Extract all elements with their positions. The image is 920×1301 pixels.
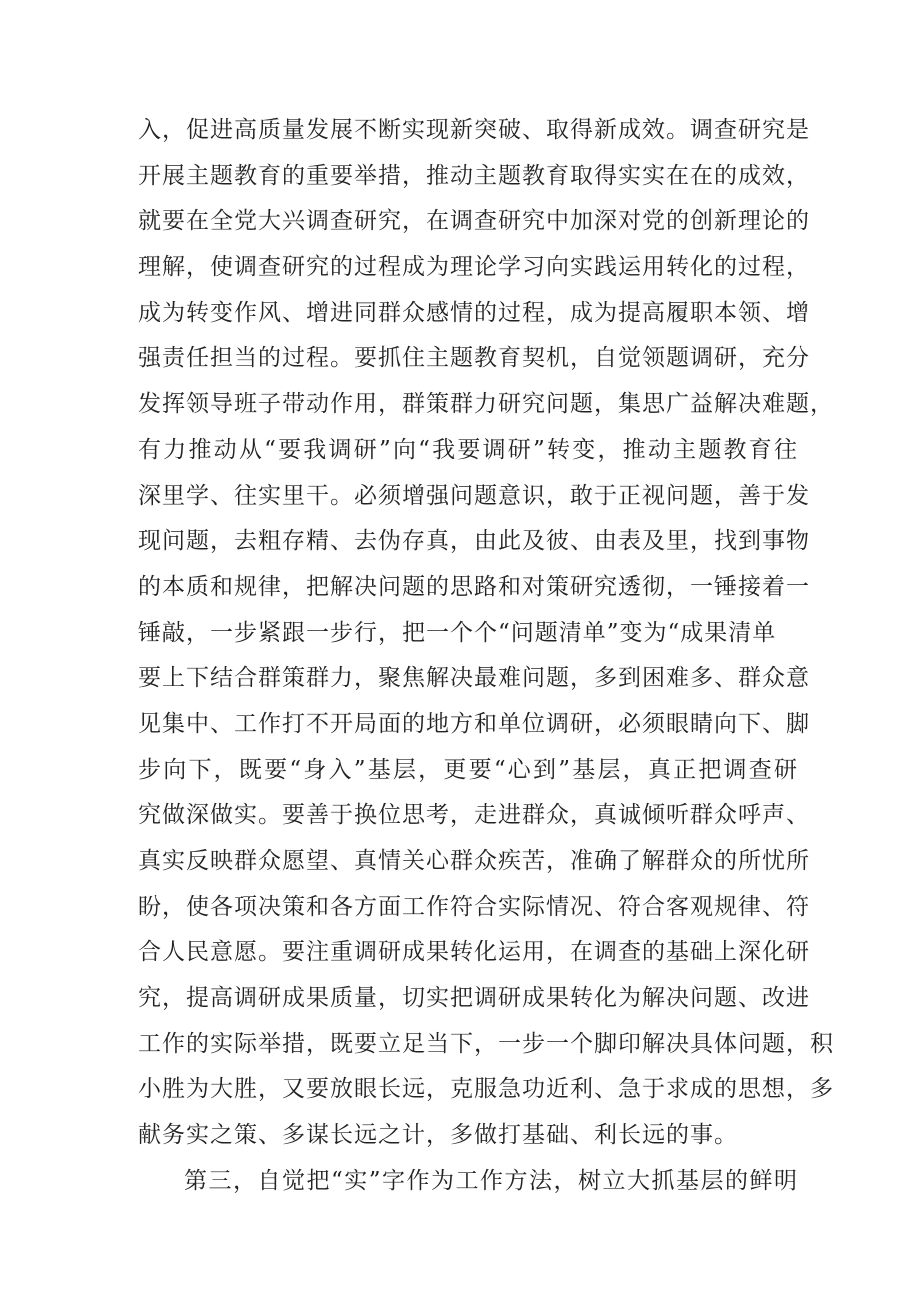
text-line: 的本质和规律，把解决问题的思路和对策研究透彻，一锤接着一 — [138, 573, 810, 600]
text-line: 发挥领导班子带动作用，群策群力研究问题，集思广益解决难题， — [138, 391, 834, 418]
text-line: 见集中、工作打不开局面的地方和单位调研，必须眼睛向下、脚 — [138, 710, 810, 737]
text-line: 理解，使调查研究的过程成为理论学习向实践运用转化的过程， — [138, 254, 810, 281]
text-line: 献务实之策、多谋长远之计，多做打基础、利长远的事。 — [138, 1122, 738, 1149]
text-line: 合人民意愿。要注重调研成果转化运用，在调查的基础上深化研 — [138, 939, 810, 966]
text-line: 小胜为大胜，又要放眼长远，克服急功近利、急于求成的思想，多 — [138, 1076, 834, 1103]
text-line: 有力推动从“要我调研”向“我要调研”转变，推动主题教育往 — [138, 436, 798, 463]
text-line: 锤敲，一步紧跟一步行，把一个个“问题清单”变为“成果清单 — [138, 619, 777, 646]
text-line: 深里学、往实里干。必须增强问题意识，敢于正视问题，善于发 — [138, 482, 810, 509]
text-line: 要上下结合群策群力，聚焦解决最难问题，多到困难多、群众意 — [138, 665, 810, 692]
text-line: 入，促进高质量发展不断实现新突破、取得新成效。调查研究是 — [138, 117, 810, 143]
paragraph-start-line: 第三，自觉把“实”字作为工作方法，树立大抓基层的鲜明 — [184, 1167, 798, 1194]
text-line: 现问题，去粗存精、去伪存真，由此及彼、由表及里，找到事物 — [138, 528, 810, 555]
text-line: 真实反映群众愿望、真情关心群众疾苦，准确了解群众的所忧所 — [138, 848, 810, 874]
text-line: 强责任担当的过程。要抓住主题教育契机，自觉领题调研，充分 — [138, 345, 810, 372]
text-line: 步向下，既要“身入”基层，更要“心到”基层，真正把调查研 — [138, 756, 798, 783]
text-line: 就要在全党大兴调查研究，在调查研究中加深对党的创新理论的 — [138, 208, 810, 235]
body-text — [138, 108, 834, 1205]
text-line: 究，提高调研成果质量，切实把调研成果转化为解决问题、改进 — [138, 985, 810, 1012]
text-line: 工作的实际举措，既要立足当下，一步一个脚印解决具体问题，积 — [138, 1030, 834, 1057]
text-line: 盼，使各项决策和各方面工作符合实际情况、符合客观规律、符 — [138, 893, 810, 920]
text-line: 究做深做实。要善于换位思考，走进群众，真诚倾听群众呼声、 — [138, 802, 810, 829]
text-line: 开展主题教育的重要举措，推动主题教育取得实实在在的成效， — [138, 162, 810, 189]
text-line: 成为转变作风、增进同群众感情的过程，成为提高履职本领、增 — [138, 299, 810, 326]
